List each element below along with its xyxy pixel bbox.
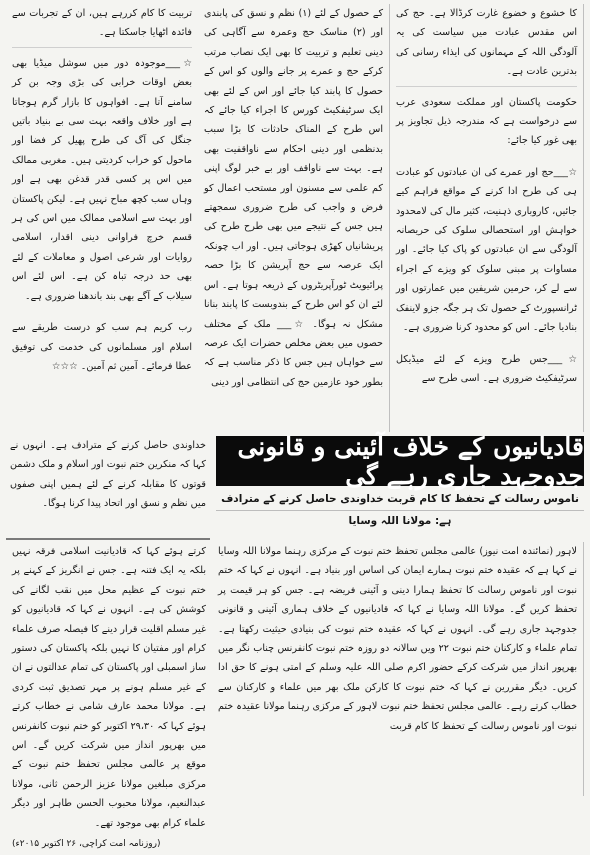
left-column-paragraph-3: رب کریم ہم سب کو درست طریقے سے اسلام اور مسلمانوں کی خدمت کی توفیق عطا فرمائے۔ آمین ثم آمین۔ ☆☆☆ bbox=[12, 322, 192, 372]
right-column bbox=[390, 4, 584, 432]
bottom-right-paragraph: لاہور (نمائندہ امت نیوز) عالمی مجلس تحفظ ختم نبوت کے مرکزی رہنما مولانا اللہ وسایا نے کہا ہے کہ عقیدہ ختم نبوت ہمارے ایمان کی اساس اور بنیاد ہے۔ انہوں نے کہا کہ ختم نبوت اور ناموس رسالت کا تحفظ ہمارا دینی و آئینی فریضہ ہے۔ جس کو ہر قیمت پر تحفظ کریں گے۔ مولانا اللہ وسایا نے کہا کہ قادیانیوں کے خلاف ہماری آئینی و قانونی جدوجہد جاری رہے گی۔ انہوں نے کہا کہ عقیدہ ختم نبوت کی بنیادی حیثیت رکھتا ہے۔ تمام علماء و کارکنان ختم نبوت ۲۲ ویں سالانہ دو روزہ ختم نبوت کانفرنس چناب نگر میں بھرپور انداز میں شرکت کرکے حضور اکرم صلی اللہ علیہ وسلم کے امتی ہونے کا حق ادا کریں۔ دیگر مقررین نے کہا کہ ختم نبوت کا کارکن ملک بھر میں علماء و کارکنان سے خطاب کرتے رہے۔ عالمی مجلس تحفظ ختم نبوت لاہور کے مرکزی رہنما مولانا عقیدہ ختم نبوت اور ناموس رسالت کے تحفظ کا کام قربت bbox=[218, 546, 577, 732]
bottom-right-column bbox=[212, 542, 584, 796]
headline-title: قادیانیوں کے خلاف آئینی و قانونی جدوجہد جاری رہے گی bbox=[237, 432, 584, 490]
right-column-paragraph-2: حکومت پاکستان اور مملکت سعودی عرب سے درخواست ہے کہ مندرجہ ذیل تجاویز پر بھی غور کیا جائے: bbox=[396, 96, 577, 147]
middle-column bbox=[198, 4, 390, 432]
top-columns bbox=[6, 4, 584, 432]
left-column-paragraph-2: ☆___موجودہ دور میں سوشل میڈیا بھی بعض اوقات خرابی کی بڑی وجہ بن کر سامنے آتا ہے۔ افواہوں کا بازار گرم ہوجاتا ہے اور خلاف واقعہ بہت سی بے بنیاد باتیں جنگل کی آگ کی طرح پھیل کر فضا اور ماحول کو خراب کردیتی ہیں۔ مغربی ممالک میں اس پر کسی قدر قدغن بھی ہے اور وہاں سب کچھ مباح نہیں ہے۔ لیکن پاکستان اور بہت سے اسلامی ممالک میں اس کی ہر قسم خرچ فراوانی دینی اقدار، اسلامی روایات اور شرعی اصول و معاملات کے لئے بھی حد درجہ تباہ کن ہے۔ اس لئے اس سیلاب کے آگے بھی بند باندھنا ضروری ہے۔ bbox=[12, 57, 192, 302]
bottom-columns bbox=[6, 542, 584, 850]
middle-column-paragraph-1: کے حصول کے لئے (۱) نظم و نسق کی پابندی اور (۲) مناسک حج وعمرہ سے آگاہی کی دینی تعلیم و تربیت کا بھی ایک نصاب مرتب کرکے حج و عمرے پر جانے والوں کو اس کے حصول کا پابند کیا جائے اور اس کے لئے بھی ایک سرٹیفکیٹ کورس کا اجراء کیا جائے کہ اس طرح کے المناک حادثات کا بڑا سبب بدنظمی اور دینی احکام سے ناواقفیت بھی ہے۔ بہت سے ناواقف اور بے خبر لوگ اپنی کم علمی سے مسنون اور مستحب اعمال کو فرض و واجب کی طرح ضروری سمجھتے ہیں جس کے نتیجے میں بھی طرح طرح کی پریشانیاں کھڑی ہوجاتی ہیں۔ اور اب چونکہ ایک عرصہ سے حج آپریشن کا بڑا حصہ پرائیویٹ ٹورآپریٹروں کے ذریعہ ہوتا ہے۔ اس لئے ان کو اس طرح کے بندوبست کا پابند بنانا مشکل نہ ہوگا۔ ☆___ ملک کے مختلف حصوں میں بعض مخلص حضرات ایک عرصہ سے خواہاں ہیں جس کا ذکر مناسب ہے کہ بطور خود عازمین حج کی انتظامی اور دینی bbox=[204, 8, 384, 388]
right-column-paragraph-4: ☆___جس طرح ویزے کے لئے میڈیکل سرٹیفکیٹ ضروری ہے۔ اسی طرح سے bbox=[396, 353, 577, 384]
left-divider-rule bbox=[6, 538, 210, 540]
paragraph-divider bbox=[396, 86, 577, 87]
right-column-paragraph-3: ☆___حج اور عمرے کی ان عبادتوں کو عبادت ہی کی طرح ادا کرنے کے مواقع فراہم کیے جائیں، کاروباری ذہنیت، کثیر مال کی لامحدود خواہش اور استحصالی سلوک کی حریصانہ آلودگی سے ان عبادتوں کو پاک کیا جائے۔ اور مساوات پر مبنی سلوک کو ویزے کے اجراء سے لے کر، حرمین شریفین میں عمارتوں اور ٹرانسپورٹ کے حصول تک ہر جگہ جزو لاینفک بنادیا جائے۔ اس کو محدود کرنا ضروری ہے۔ bbox=[396, 166, 577, 334]
headline-subtitle: ناموس رسالت کے تحفظ کا کام قربت خداوندی حاصل کرنے کے مترادف ہے: مولانا اللہ وسایا bbox=[216, 488, 584, 511]
paragraph-divider bbox=[12, 47, 192, 48]
bottom-left-paragraph: کرتے ہوئے کہا کہ قادیانیت اسلامی فرقہ نہیں بلکہ یہ ایک فتنہ ہے۔ جس نے انگریز کے کہنے پر ختم نبوت کے عظیم محل میں نقب لگانے کی کوشش کی ہے۔ انہوں نے کہا کہ قادیانیوں کو غیر مسلم اقلیت قرار دینے کا فیصلہ صرف علماء کرام اور مفتیان کا نہیں بلکہ پاکستان کی دستور ساز اسمبلی اور پاکستان کی تمام عدالتوں نے ان کے غیر مسلم ہونے پر مہر تصدیق ثبت کردی ہے۔ مولانا محمد عارف شامی نے خطاب کرتے ہوئے کہا کہ ۲۹،۳۰ اکتوبر کو ختم نبوت کانفرنس میں بھرپور انداز میں شرکت کریں گے۔ اس موقع پر عالمی مجلس تحفظ ختم نبوت کے مرکزی مبلغین مولانا عزیز الرحمن ثانی، مولانا عبدالنعیم، مولانا محبوب الحسن طاہر اور دیگر علماء کرام بھی موجود تھے۔ bbox=[12, 546, 206, 829]
right-column-paragraph-1: کا خشوع و خضوع غارت کرڈالا ہے۔ حج کی اس مقدس عبادت میں سیاست کی یہ آلودگی اللہ کے مہمانوں کی ایذاء رسانی کی بدترین عادت ہے۔ bbox=[396, 8, 577, 78]
bottom-left-column bbox=[6, 542, 212, 850]
left-column bbox=[6, 4, 198, 432]
left-continuation-text bbox=[6, 436, 210, 536]
left-continuation-paragraph: خداوندی حاصل کرنے کے مترادف ہے۔ انہوں نے کہا کہ منکرین ختم نبوت اور اسلام و ملک دشمن قوتوں کا مقابلہ کرنے کے لئے ہمیں اپنی صفوں میں نظم و نسق اور اتحاد پیدا کرنا ہوگا۔ bbox=[10, 440, 206, 510]
source-credit: (روزنامہ امت کراچی، ۲۶ اکتوبر ۲۰۱۵ء) bbox=[12, 839, 161, 850]
headline-banner bbox=[216, 432, 584, 490]
left-column-paragraph-1: تربیت کا کام کررہے ہیں، ان کے تجربات سے فائدہ اٹھایا جاسکتا ہے۔ bbox=[12, 8, 192, 39]
